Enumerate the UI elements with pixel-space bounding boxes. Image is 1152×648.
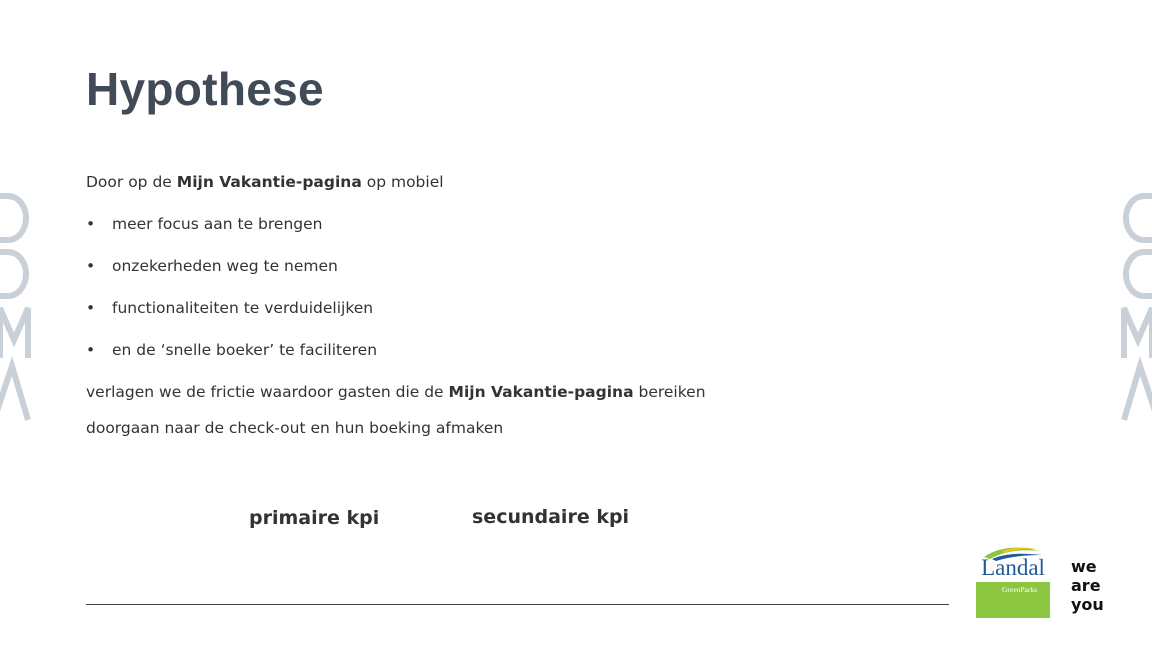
bullet-icon: • <box>86 215 96 233</box>
tagline-line: you <box>1071 595 1104 614</box>
bullet-text: meer focus aan te brengen <box>112 215 323 233</box>
list-item <box>86 340 377 360</box>
decorative-letters-left <box>0 190 32 422</box>
logo-wordmark: Landal <box>981 555 1045 580</box>
intro-prefix: Door op de <box>86 173 177 191</box>
intro-suffix: op mobiel <box>361 173 444 191</box>
list-item <box>86 256 338 276</box>
list-item <box>86 214 322 234</box>
conclusion-line-2: doorgaan naar de check-out en hun boeking afmaken <box>86 419 504 437</box>
kpi-primary-label: primaire kpi <box>249 507 380 529</box>
kpi-secondary-label: secundaire kpi <box>472 506 630 528</box>
bullet-text: onzekerheden weg te nemen <box>112 257 338 275</box>
bullet-icon: • <box>86 341 96 359</box>
decorative-letters-right <box>1120 190 1152 422</box>
bullet-icon: • <box>86 257 96 275</box>
landal-logo <box>976 545 1050 618</box>
bullet-text: en de ‘snelle boeker’ te faciliteren <box>112 341 378 359</box>
tagline-line: we <box>1071 557 1097 576</box>
page-title: Hypothese <box>86 63 324 115</box>
conclusion-bold: Mijn Vakantie-pagina <box>448 383 634 401</box>
bullet-text: functionaliteiten te verduidelijken <box>112 299 374 317</box>
tagline-line: are <box>1071 576 1101 595</box>
conclusion-suffix: bereiken <box>633 383 706 401</box>
tagline <box>1071 557 1104 614</box>
conclusion-prefix: verlagen we de frictie waardoor gasten die de <box>86 383 449 401</box>
divider <box>86 604 949 605</box>
intro-line <box>86 172 444 192</box>
bullet-icon: • <box>86 299 96 317</box>
list-item <box>86 298 373 318</box>
logo-subtitle: GreenParks <box>1002 585 1037 594</box>
intro-bold: Mijn Vakantie-pagina <box>176 173 362 191</box>
conclusion-line-1 <box>86 382 706 402</box>
